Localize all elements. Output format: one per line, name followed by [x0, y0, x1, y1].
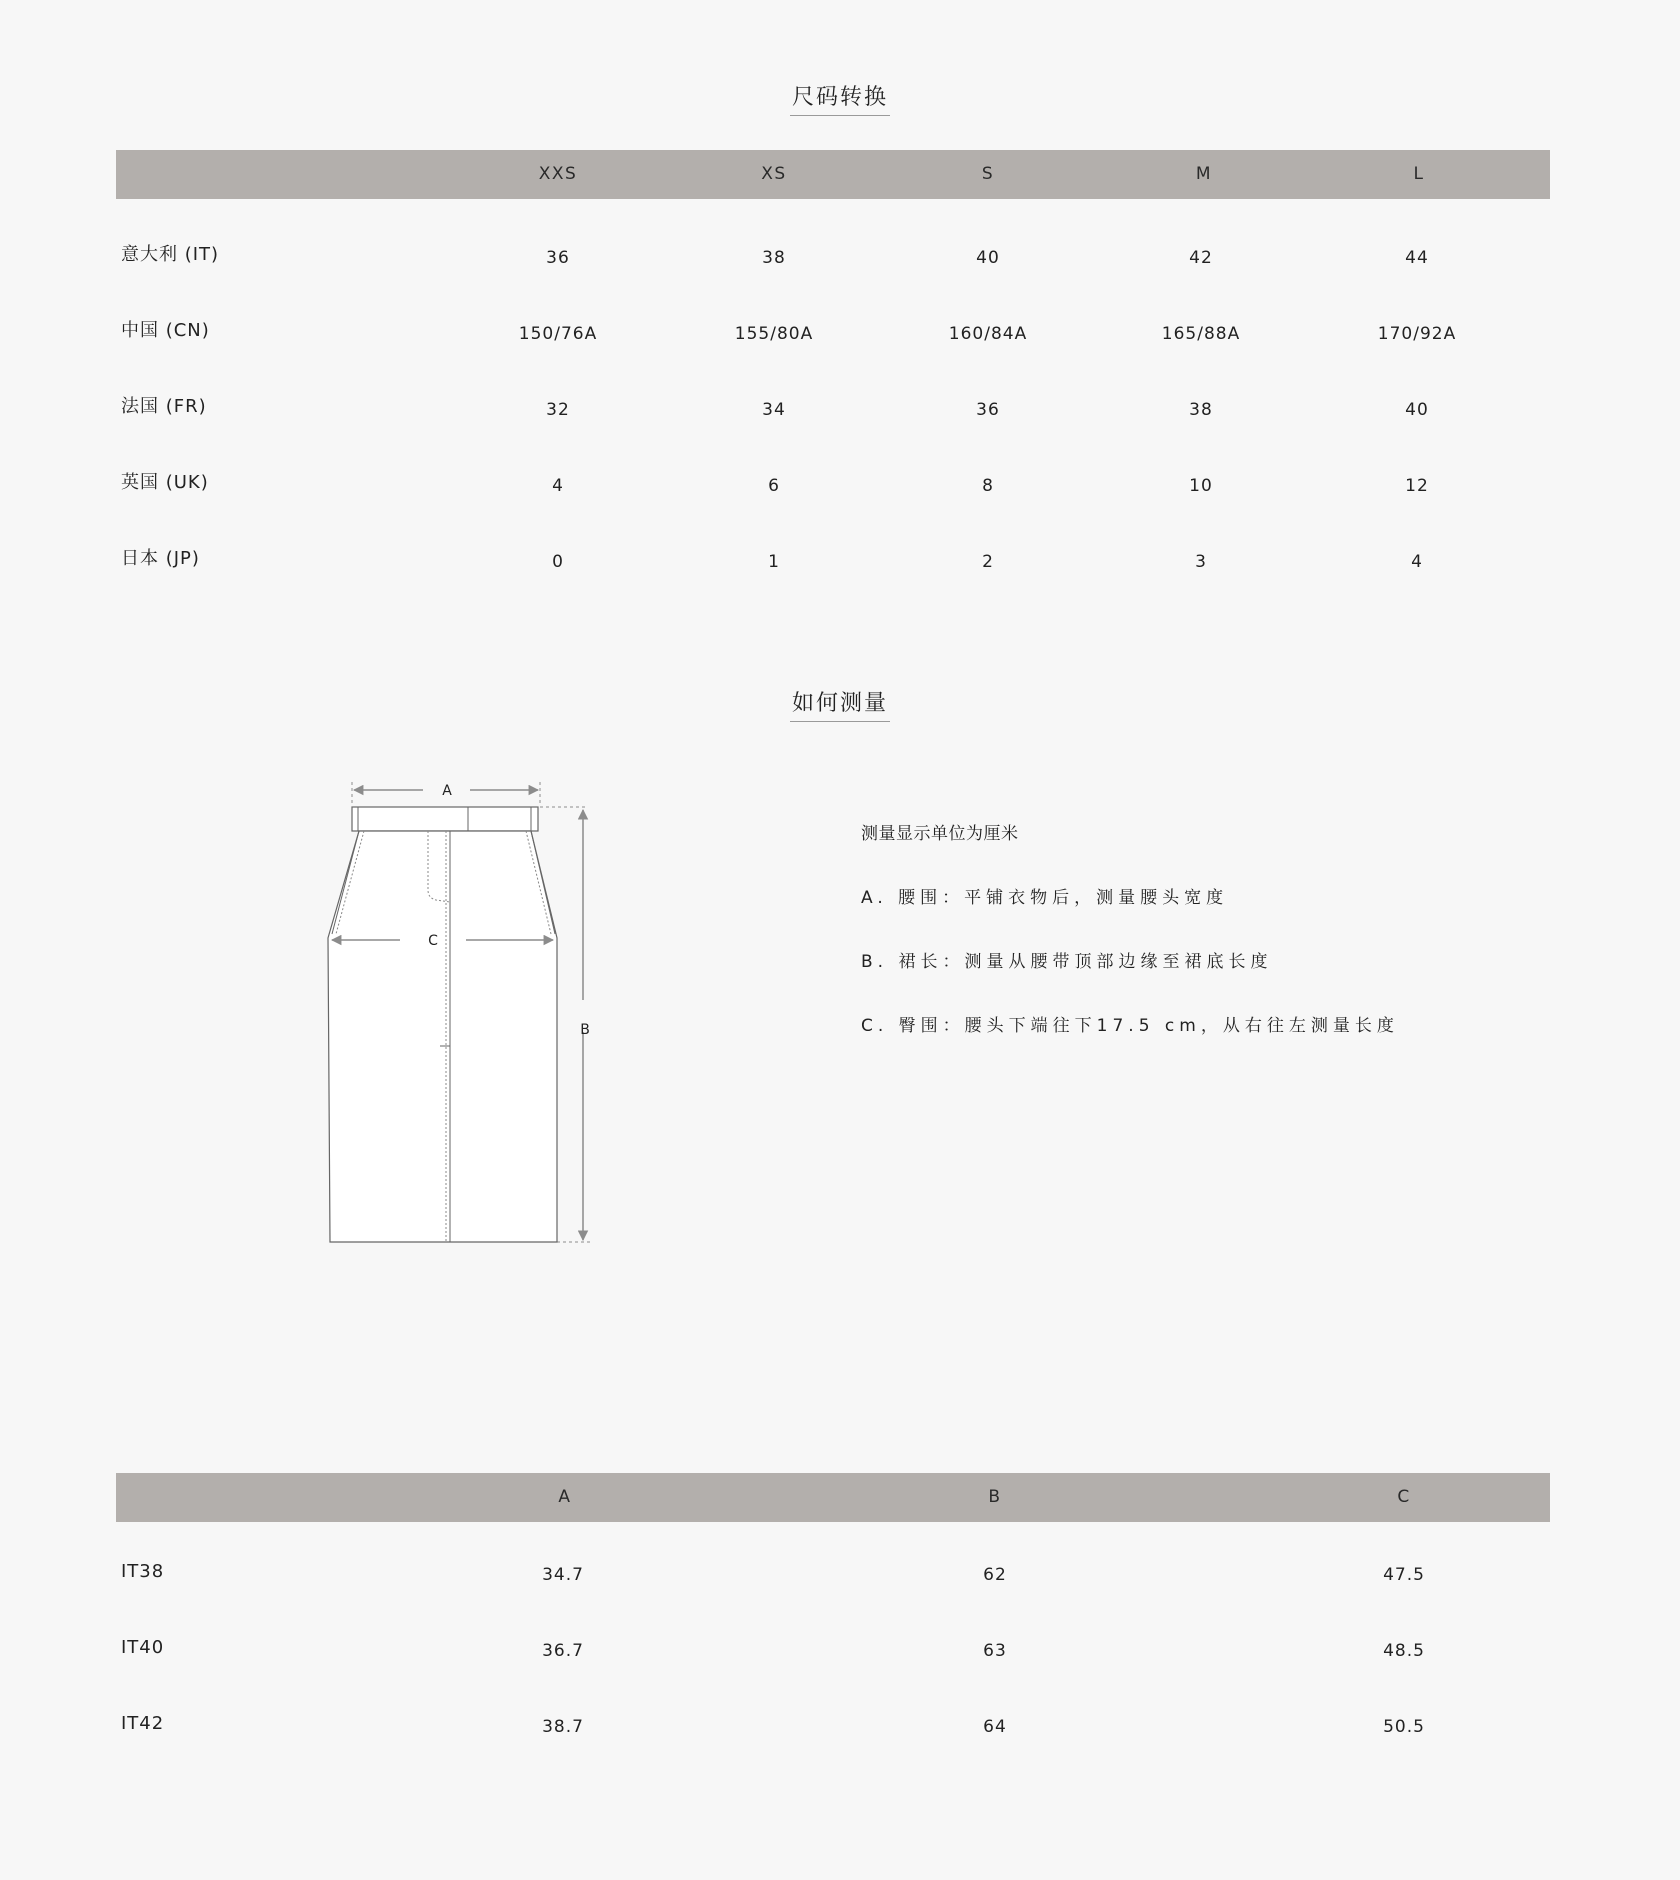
- table-cell: 150/76A: [518, 324, 598, 344]
- row-label: 英国 (UK): [121, 472, 209, 493]
- header-m: M: [1195, 164, 1213, 184]
- table-cell: 12: [1405, 476, 1429, 496]
- header-xxs: XXS: [538, 164, 578, 184]
- table-cell: 38.7: [542, 1717, 584, 1737]
- row-label: IT38: [121, 1561, 165, 1582]
- table-cell: 42: [1189, 248, 1213, 268]
- table-cell: 34: [762, 400, 786, 420]
- row-label: 意大利 (IT): [121, 244, 220, 265]
- row-label: IT40: [121, 1637, 165, 1658]
- table-cell: 155/80A: [734, 324, 814, 344]
- table-row: [116, 293, 1550, 369]
- size-conversion-header: [116, 150, 1550, 199]
- table-cell: 47.5: [1383, 1565, 1425, 1585]
- header-a: A: [558, 1487, 572, 1507]
- size-conversion-title: [0, 80, 1680, 116]
- note-waist: A. 腰围：平铺衣物后，测量腰头宽度: [861, 888, 1229, 908]
- table-cell: 38: [762, 248, 786, 268]
- table-cell: 170/92A: [1377, 324, 1457, 344]
- header-xs: XS: [761, 164, 787, 184]
- table-cell: 63: [983, 1641, 1007, 1661]
- note-length: B. 裙长：测量从腰带顶部边缘至裙底长度: [861, 952, 1273, 972]
- row-label: 法国 (FR): [121, 396, 207, 417]
- skirt-measurement-diagram: [300, 770, 630, 1250]
- table-row: [116, 445, 1550, 521]
- table-cell: 0: [552, 552, 564, 572]
- table-cell: 44: [1405, 248, 1429, 268]
- table-cell: 6: [768, 476, 780, 496]
- table-cell: 34.7: [542, 1565, 584, 1585]
- waistband: [352, 807, 538, 831]
- table-cell: 48.5: [1383, 1641, 1425, 1661]
- header-c: C: [1397, 1487, 1411, 1507]
- table-row: [116, 369, 1550, 445]
- table-cell: 4: [1411, 552, 1423, 572]
- skirt-body: [328, 831, 557, 1242]
- label-b: B: [580, 1022, 590, 1038]
- label-c: C: [428, 933, 438, 949]
- table-cell: 2: [982, 552, 994, 572]
- table-cell: 38: [1189, 400, 1213, 420]
- label-a: A: [442, 783, 452, 799]
- size-conversion-table: [116, 150, 1550, 597]
- measurements-table: [116, 1473, 1550, 1762]
- table-cell: 36: [976, 400, 1000, 420]
- header-b: B: [988, 1487, 1002, 1507]
- table-cell: 40: [1405, 400, 1429, 420]
- table-cell: 62: [983, 1565, 1007, 1585]
- size-conversion-title-text: 尺码转换: [790, 80, 890, 116]
- how-to-measure-title-text: 如何测量: [790, 686, 890, 722]
- table-cell: 40: [976, 248, 1000, 268]
- table-cell: 3: [1195, 552, 1207, 572]
- table-row: [116, 521, 1550, 597]
- table-cell: 165/88A: [1161, 324, 1241, 344]
- table-row: [116, 1610, 1550, 1686]
- table-cell: 50.5: [1383, 1717, 1425, 1737]
- table-cell: 32: [546, 400, 570, 420]
- table-row: [116, 217, 1550, 293]
- row-label: 日本 (JP): [121, 548, 200, 569]
- row-label: IT42: [121, 1713, 165, 1734]
- row-label: 中国 (CN): [121, 320, 210, 341]
- table-row: [116, 1686, 1550, 1762]
- how-to-measure-title: [0, 686, 1680, 722]
- table-cell: 64: [983, 1717, 1007, 1737]
- table-cell: 1: [768, 552, 780, 572]
- table-cell: 8: [982, 476, 994, 496]
- table-cell: 36.7: [542, 1641, 584, 1661]
- table-cell: 4: [552, 476, 564, 496]
- measurement-notes: [861, 822, 1399, 1078]
- table-cell: 10: [1189, 476, 1213, 496]
- header-l: L: [1413, 164, 1425, 184]
- unit-note: 测量显示单位为厘米: [861, 824, 1019, 844]
- skirt-diagram-svg: [300, 770, 630, 1250]
- header-s: S: [981, 164, 995, 184]
- table-row: [116, 1534, 1550, 1610]
- table-cell: 36: [546, 248, 570, 268]
- note-hip: C. 臀围：腰头下端往下17.5 cm，从右往左测量长度: [861, 1016, 1399, 1036]
- measurements-header: [116, 1473, 1550, 1522]
- table-cell: 160/84A: [948, 324, 1028, 344]
